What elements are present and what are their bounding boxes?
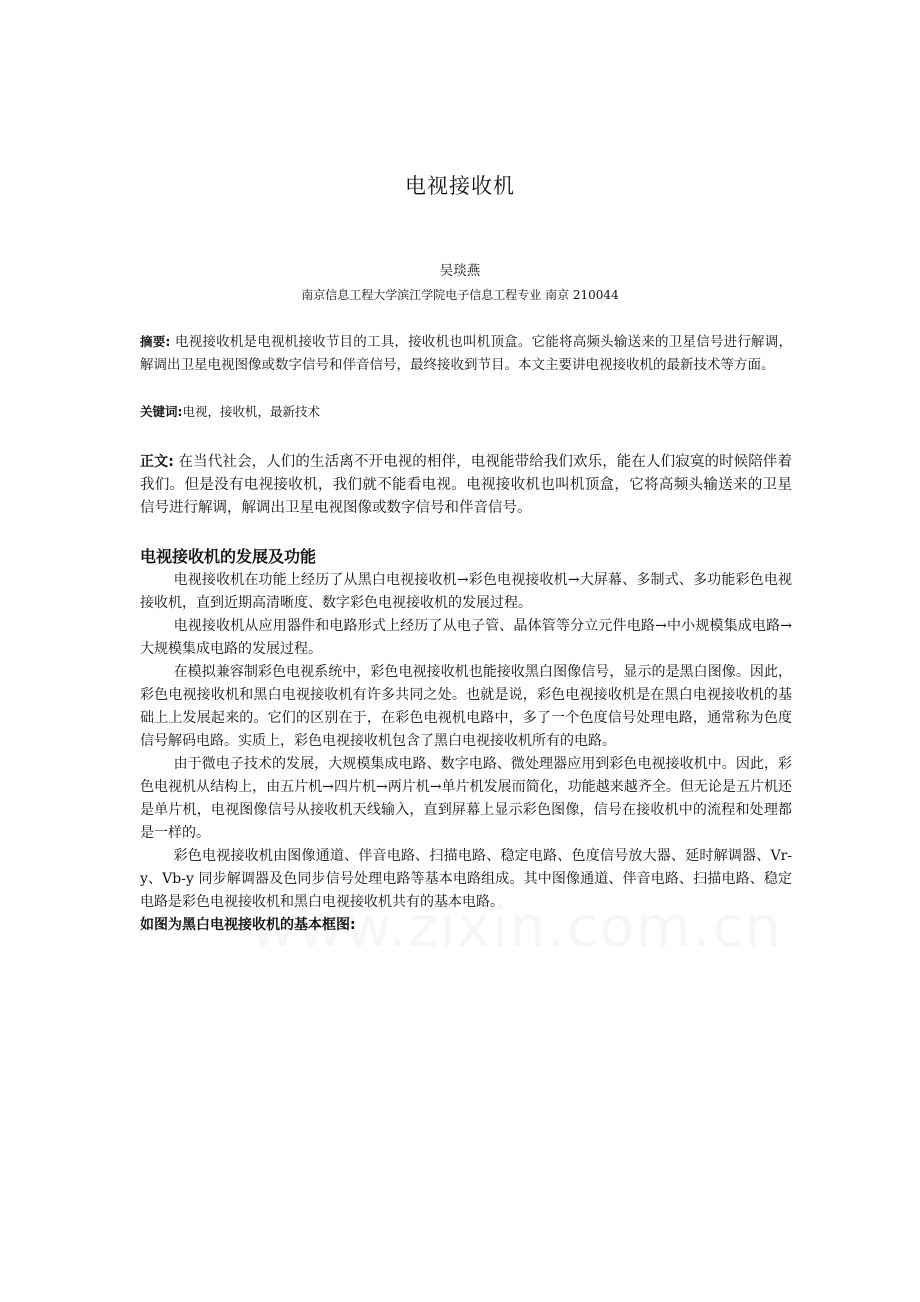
keywords [140, 402, 792, 422]
abstract-text: 电视接收机是电视机接收节目的工具，接收机也叫机顶盒。它能将高频头输送来的卫星信号进行解调，解调出卫星电视图像或数字信号和伴音信号，最终接收到节目。本文主要讲电视接收机的最新技术等方面。 [140, 334, 792, 373]
keywords-text: 电视，接收机，最新技术 [182, 404, 321, 419]
abstract [140, 330, 792, 377]
author-affiliation: 南京信息工程大学滨江学院电子信息工程专业 南京 210044 [301, 288, 619, 302]
paragraph: 彩色电视接收机由图像通道、伴音电路、扫描电路、稳定电路、色度信号放大器、延时解调器、Vr-y、Vb-y 同步解调器及色同步信号处理电路等基本电路组成。其中图像通道、伴音电路、扫描电路、稳定电路是彩色电视接收机和黑白电视接收机共有的基本电路。 [140, 848, 792, 910]
body-intro-label: 正文: [140, 454, 174, 470]
paper-title: 电视接收机 [405, 174, 515, 198]
section-heading: 电视接收机的发展及功能 [140, 547, 317, 566]
paragraph: 电视接收机在功能上经历了从黑白电视接收机→彩色电视接收机→大屏幕、多制式、多功能彩色电视接收机，直到近期高清晰度、数字彩色电视接收机的发展过程。 [140, 572, 792, 611]
watermark [250, 895, 783, 960]
author-name: 吴琰燕 [439, 263, 481, 279]
body-intro [140, 451, 792, 520]
body-intro-text: 在当代社会，人们的生活离不开电视的相伴，电视能带给我们欢乐，能在人们寂寞的时候陪伴着我们。但是没有电视接收机，我们就不能看电视。电视接收机也叫机顶盒，它将高频头输送来的卫星信号进行解调，解调出卫星电视图像或数字信号和伴音信号。 [140, 454, 792, 516]
keywords-label: 关键词: [140, 404, 183, 419]
paragraph: 由于微电子技术的发展，大规模集成电路、数字电路、微处理器应用到彩色电视接收机中。因此，彩色电视机从结构上，由五片机→四片机→两片机→单片机发展而简化，功能越来越齐全。但无论是五片机还是单片机，电视图像信号从接收机天线输入，直到屏幕上显示彩色图像，信号在接收机中的流程和处理都是一样的。 [140, 756, 792, 841]
figure-caption: 如图为黑白电视接收机的基本框图: [140, 917, 356, 933]
section-body [140, 569, 792, 937]
paragraph: 在模拟兼容制彩色电视系统中，彩色电视接收机也能接收黑白图像信号，显示的是黑白图像。因此，彩色电视接收机和黑白电视接收机有许多共同之处。也就是说，彩色电视接收机是在黑白电视接收机的基础上上发展起来的。它们的区别在于，在彩色电视机电路中，多了一个色度信号处理电路，通常称为色度信号解码电路。实质上，彩色电视接收机包含了黑白电视接收机所有的电路。 [140, 664, 792, 749]
paragraph: 电视接收机从应用器件和电路形式上经历了从电子管、晶体管等分立元件电路→中小规模集成电路→大规模集成电路的发展过程。 [140, 618, 792, 657]
abstract-label: 摘要: [140, 334, 171, 349]
